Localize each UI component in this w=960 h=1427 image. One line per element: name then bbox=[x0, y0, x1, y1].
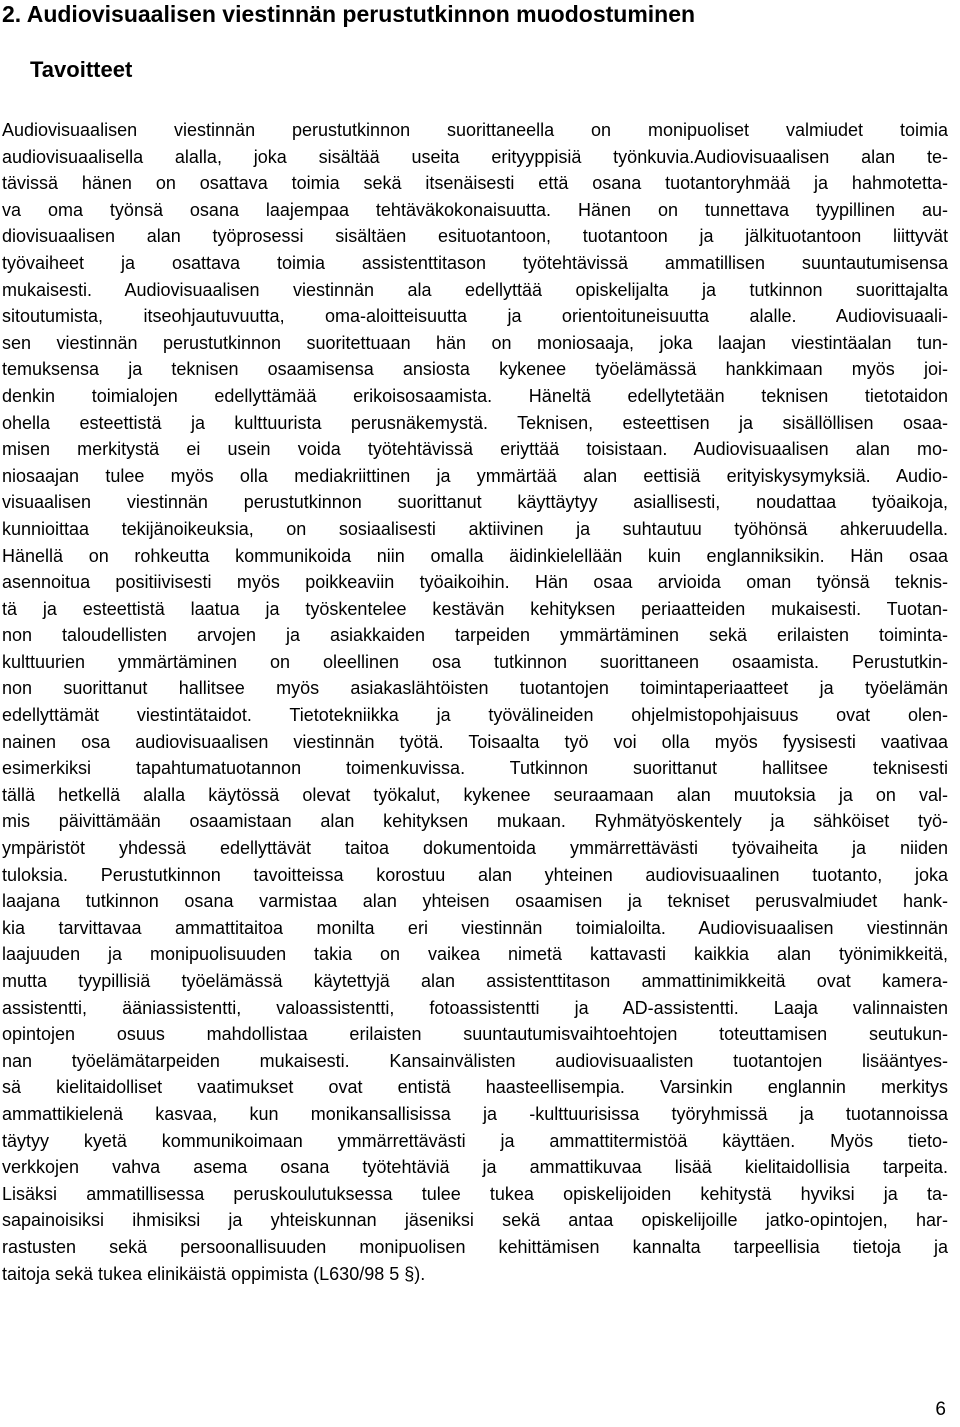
body-line: diovisuaalisen alan työprosessi sisältäen esituotantoon, tuotantoon ja jälkituotantoon liittyvät bbox=[2, 226, 948, 247]
body-line: mis päivittämään osaamistaan alan kehityksen mukaan. Ryhmätyöskentely ja sähköiset työ- bbox=[2, 811, 948, 832]
body-line: esimerkiksi tapahtumatuotannon toimenkuvissa. Tutkinnon suorittanut hallitsee teknisesti bbox=[2, 758, 948, 779]
body-line: täytyy kyetä kommunikoimaan ymmärrettävästi ja ammattitermistöä käyttäen. Myös tieto- bbox=[2, 1130, 948, 1151]
section-title: Tavoitteet bbox=[30, 57, 133, 82]
chapter-title: 2. Audiovisuaalisen viestinnän perustutkinnon muodostuminen bbox=[2, 1, 696, 27]
body-line: kunnioittaa tekijänoikeuksia, on sosiaalisesti aktiivinen ja suhtautuu työhönsä ahkeruudella. bbox=[2, 518, 948, 539]
body-line: asennoitua positiivisesti myös poikkeaviin työaikoihin. Hän osaa arvioida oman työnsä teknis- bbox=[2, 572, 948, 593]
body-line: rastusten sekä persoonallisuuden monipuolisen kehittämisen kannalta tarpeellisia tietoja ja bbox=[2, 1236, 948, 1257]
body-line: non taloudellisten arvojen ja asiakkaiden tarpeiden ymmärtäminen sekä erilaisten toiminta- bbox=[2, 625, 948, 646]
body-line: laajuuden ja monipuolisuuden takia on vaikea nimetä kattavasti kaikkia alan työnimikkeitä, bbox=[2, 944, 948, 965]
body-line: Audiovisuaalisen viestinnän perustutkinnon suorittaneella on monipuoliset valmiudet toimia bbox=[2, 120, 948, 140]
body-line: va oma työnsä osana laajempaa tehtäväkokonaisuutta. Hänen on tunnettava tyypillinen au- bbox=[2, 199, 948, 220]
body-line: kia tarvittavaa ammattitaitoa monilta eri viestinnän toimialoilta. Audiovisuaalisen viestinnän bbox=[2, 917, 948, 938]
body-line: denkin toimialojen edellyttämää erikoisosaamista. Häneltä edellytetään teknisen tietotaidon bbox=[2, 385, 948, 406]
body-line: non suorittanut hallitsee myös asiakaslähtöisten tuotantojen toimintaperiaatteet ja työelämän bbox=[2, 678, 948, 699]
body-line: tä ja esteettistä laatua ja työskentelee kestävän kehityksen periaatteiden mukaisesti. Tuotan- bbox=[2, 598, 948, 619]
body-line: mutta tyypillisiä työelämässä käytettyjä alan assistenttitason ammattinimikkeitä ovat kamera- bbox=[2, 971, 948, 991]
body-line: ohella esteettistä ja kulttuurista perusnäkemystä. Teknisen, esteettisen ja sisällöllisen osaa- bbox=[2, 412, 948, 433]
body-line: tuloksia. Perustutkinnon tavoitteissa korostuu alan yhteinen audiovisuaalinen tuotanto, joka bbox=[2, 864, 948, 885]
body-line: taitoja sekä tukea elinikäistä oppimista (L630/98 5 §). bbox=[2, 1263, 426, 1284]
page-number: 6 bbox=[935, 1399, 946, 1420]
body-paragraph bbox=[2, 117, 948, 1287]
body-line: sitoutumista, itseohjautuvuutta, oma-aloitteisuutta ja orientoituneisuutta alalle. Audiovisuaali- bbox=[2, 306, 948, 327]
body-line: audiovisuaalisella alalla, joka sisältää useita erityyppisiä työnkuvia.Audiovisuaalisen alan te- bbox=[2, 146, 948, 167]
body-line: Hänellä on rohkeutta kommunikoida niin omalla äidinkielellään kuin englanniksikin. Hän osaa bbox=[2, 545, 948, 566]
body-line: niosaajan tulee myös olla mediakriittinen ja ymmärtää alan eettisiä erityiskysymyksiä. Audio- bbox=[2, 465, 948, 486]
body-line: sapainoisiksi ihmisiksi ja yhteiskunnan jäseniksi sekä antaa opiskelijoille jatko-opintojen, har- bbox=[2, 1210, 948, 1231]
body-line: ympäristöt yhdessä edellyttävät taitoa dokumentoida ymmärrettävästi työvaiheita ja niiden bbox=[2, 838, 948, 859]
body-line: nan työelämätarpeiden mukaisesti. Kansainvälisten audiovisuaalisten tuotantojen lisääntyes- bbox=[2, 1050, 948, 1071]
body-line: Lisäksi ammatillisessa peruskoulutuksessa tulee tukea opiskelijoiden kehitystä hyviksi ja ta- bbox=[2, 1183, 948, 1204]
body-line: laajana tutkinnon osana varmistaa alan yhteisen osaamisen ja tekniset perusvalmiudet hank- bbox=[2, 891, 948, 912]
body-line: temuksensa ja teknisen osaamisensa ansiosta kykenee työelämässä hankkimaan myös joi- bbox=[2, 359, 948, 380]
body-line: assistentti, ääniassistentti, valoassistentti, fotoassistentti ja AD-assistentti. Laaja valinnaisten bbox=[2, 997, 948, 1018]
body-line: misen merkitystä ei usein voida työtehtävissä eriyttää toisistaan. Audiovisuaalisen alan mo- bbox=[2, 439, 948, 460]
body-line: työvaiheet ja osattava toimia assistenttitason työtehtävissä ammatillisen suuntautumisensa bbox=[2, 252, 948, 273]
body-line: verkkojen vahva asema osana työtehtäviä ja ammattikuvaa lisää kielitaidollisia tarpeita. bbox=[2, 1157, 948, 1178]
body-line: mukaisesti. Audiovisuaalisen viestinnän ala edellyttää opiskelijalta ja tutkinnon suorittajalta bbox=[2, 279, 948, 300]
body-line: tällä hetkellä alalla käytössä olevat työkalut, kykenee seuraamaan alan muutoksia ja on val- bbox=[2, 784, 948, 805]
body-line: sen viestinnän perustutkinnon suoritettuaan hän on moniosaaja, joka laajan viestintäalan tun- bbox=[2, 332, 948, 353]
body-line: opintojen osuus mahdollistaa erilaisten suuntautumisvaihtoehtojen toteuttamisen seutukun- bbox=[2, 1024, 948, 1045]
body-line: kulttuurien ymmärtäminen on oleellinen osa tutkinnon suorittaneen osaamista. Perustutkin- bbox=[2, 651, 948, 672]
body-line: nainen osa audiovisuaalisen viestinnän työtä. Toisaalta työ voi olla myös fyysisesti vaativaa bbox=[2, 731, 948, 752]
body-line: sä kielitaidolliset vaatimukset ovat entistä haasteellisempia. Varsinkin englannin merkitys bbox=[2, 1077, 948, 1098]
body-line: ammattikielenä kasvaa, kun monikansallisissa ja -kulttuurisissa työryhmissä ja tuotannoissa bbox=[2, 1103, 948, 1124]
body-line: visuaalisen viestinnän perustutkinnon suorittanut käyttäytyy asiallisesti, noudattaa työaikoja, bbox=[2, 492, 948, 513]
body-line: edellyttämät viestintätaidot. Tietotekniikka ja työvälineiden ohjelmistopohjaisuus ovat olen- bbox=[2, 705, 948, 726]
body-line: tävissä hänen on osattava toimia sekä itsenäisesti että osana tuotantoryhmää ja hahmotetta- bbox=[2, 173, 948, 194]
